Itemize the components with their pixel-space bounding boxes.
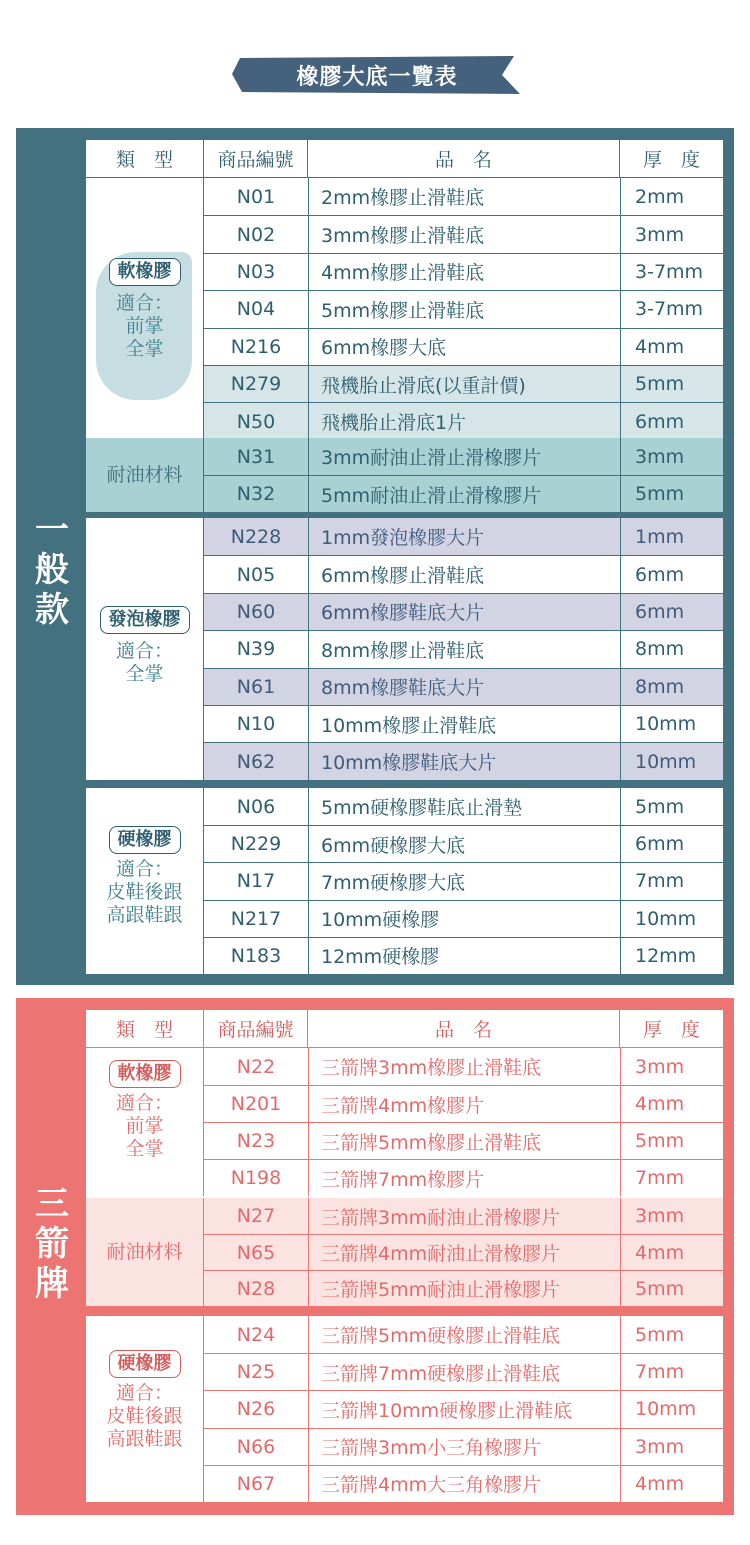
product-name: 三箭牌7mm橡膠片 <box>308 1160 620 1196</box>
product-name: 6mm橡膠鞋底大片 <box>308 594 620 630</box>
table-row <box>203 1198 723 1234</box>
table-block-soft-oil <box>86 1010 723 1306</box>
group-label: 耐油材料 <box>106 1240 183 1263</box>
product-thickness: 10mm <box>620 1391 724 1427</box>
product-thickness: 3-7mm <box>620 254 724 290</box>
group-hard-rubber <box>86 1316 203 1502</box>
product-code: N279 <box>230 373 282 396</box>
product-name: 5mm橡膠止滑鞋底 <box>308 291 620 327</box>
group-label: 發泡橡膠 <box>100 606 190 634</box>
table-header <box>86 140 723 178</box>
product-name: 8mm橡膠止滑鞋底 <box>308 631 620 667</box>
product-thickness: 6mm <box>620 826 724 862</box>
side-char-1: 三 <box>35 1184 69 1224</box>
product-code: N23 <box>236 1130 276 1152</box>
table-row <box>203 705 723 742</box>
product-name: 10mm橡膠鞋底大片 <box>308 743 620 779</box>
suit-line: 前掌 <box>125 1115 164 1137</box>
group-suit <box>106 1382 182 1451</box>
product-code: N228 <box>230 525 282 548</box>
product-thickness: 5mm <box>620 1316 724 1353</box>
product-thickness: 10mm <box>620 743 724 779</box>
product-thickness: 4mm <box>620 329 724 365</box>
product-name: 三箭牌4mm耐油止滑橡膠片 <box>308 1235 620 1270</box>
table-row <box>203 1390 723 1427</box>
table-row <box>203 900 723 937</box>
product-code: N50 <box>236 410 276 433</box>
product-code: N22 <box>236 1055 276 1078</box>
group-label: 軟橡膠 <box>109 1060 181 1088</box>
product-code: N32 <box>236 483 276 505</box>
section-general <box>16 128 734 985</box>
suit-line: 適合： <box>115 858 173 880</box>
product-name: 7mm硬橡膠大底 <box>308 863 620 899</box>
product-thickness: 3mm <box>620 216 724 252</box>
group-label: 耐油材料 <box>106 463 183 486</box>
table-row <box>203 1465 723 1502</box>
table-row <box>203 365 723 402</box>
product-thickness: 5mm <box>620 366 724 402</box>
group-soft-rubber <box>86 1048 203 1196</box>
header-code: 商品編號 <box>203 140 307 177</box>
product-name: 4mm橡膠止滑鞋底 <box>308 254 620 290</box>
header-thickness: 厚 度 <box>619 1010 723 1047</box>
product-thickness: 5mm <box>620 788 724 825</box>
product-thickness: 3mm <box>620 1198 724 1234</box>
product-code: N67 <box>236 1472 276 1495</box>
product-thickness: 1mm <box>620 518 724 555</box>
table-block-soft-oil <box>86 140 723 512</box>
group-soft-pill-wrap <box>109 1060 181 1088</box>
product-name: 8mm橡膠鞋底大片 <box>308 669 620 705</box>
table-row <box>203 788 723 825</box>
product-name: 6mm硬橡膠大底 <box>308 826 620 862</box>
table-row <box>203 1234 723 1270</box>
group-hard-rubber <box>86 788 203 974</box>
header-type: 類 型 <box>115 1019 173 1041</box>
product-code: N60 <box>236 600 276 623</box>
table-row <box>203 630 723 667</box>
product-thickness: 8mm <box>620 631 724 667</box>
suit-line: 適合： <box>115 1092 173 1114</box>
side-char-1: 一 <box>35 510 69 550</box>
product-name: 三箭牌5mm橡膠止滑鞋底 <box>308 1123 620 1159</box>
product-code: N183 <box>230 944 282 967</box>
table-row <box>203 1316 723 1353</box>
product-name: 三箭牌5mm硬橡膠止滑鞋底 <box>308 1316 620 1353</box>
product-code: N65 <box>236 1241 276 1264</box>
section-three-arrows-label <box>16 1184 88 1304</box>
product-name: 10mm橡膠止滑鞋底 <box>308 706 620 742</box>
product-thickness: 5mm <box>620 1123 724 1159</box>
product-name: 2mm橡膠止滑鞋底 <box>308 178 620 215</box>
product-code: N217 <box>230 907 282 930</box>
product-thickness: 5mm <box>620 1271 724 1306</box>
product-name: 1mm發泡橡膠大片 <box>308 518 620 555</box>
suit-line: 全掌 <box>125 663 164 685</box>
product-code: N03 <box>236 260 276 283</box>
product-code: N06 <box>236 795 276 818</box>
group-hard-pill-wrap <box>109 1350 181 1378</box>
product-thickness: 6mm <box>620 403 724 439</box>
section-general-label <box>16 510 88 630</box>
product-name: 5mm硬橡膠鞋底止滑墊 <box>308 788 620 825</box>
table-row <box>203 1428 723 1465</box>
product-thickness: 4mm <box>620 1086 724 1122</box>
suit-line: 適合： <box>115 1382 173 1404</box>
product-thickness: 2mm <box>620 178 724 215</box>
group-oil-resistant <box>86 1198 203 1306</box>
table-block-hard <box>86 788 723 974</box>
table-header <box>86 1010 723 1048</box>
group-label: 硬橡膠 <box>109 826 181 854</box>
table-row <box>203 593 723 630</box>
product-name: 6mm橡膠止滑鞋底 <box>308 556 620 592</box>
product-name: 三箭牌4mm橡膠片 <box>308 1086 620 1122</box>
product-thickness: 3mm <box>620 1429 724 1465</box>
product-thickness: 6mm <box>620 556 724 592</box>
group-suit <box>116 292 173 361</box>
header-code: 商品編號 <box>203 1010 307 1047</box>
product-name: 5mm耐油止滑止滑橡膠片 <box>308 476 620 512</box>
product-thickness: 4mm <box>620 1235 724 1270</box>
group-soft-pill-wrap <box>109 258 181 286</box>
group-label: 硬橡膠 <box>109 1350 181 1378</box>
product-name: 3mm橡膠止滑鞋底 <box>308 216 620 252</box>
table-row <box>203 1122 723 1159</box>
product-code: N39 <box>236 638 276 661</box>
product-name: 三箭牌5mm耐油止滑橡膠片 <box>308 1271 620 1306</box>
product-code: N28 <box>236 1277 276 1300</box>
table-row <box>203 328 723 365</box>
table-row <box>203 518 723 555</box>
table-row <box>203 825 723 862</box>
group-suit <box>116 640 173 686</box>
side-char-3: 牌 <box>35 1264 69 1304</box>
header-name: 品 名 <box>307 140 619 177</box>
product-code: N01 <box>236 185 276 208</box>
product-thickness: 10mm <box>620 706 724 742</box>
product-name: 三箭牌3mm橡膠止滑鞋底 <box>308 1048 620 1085</box>
table-row <box>203 862 723 899</box>
product-thickness: 4mm <box>620 1466 724 1502</box>
suit-line: 高跟鞋跟 <box>106 904 183 926</box>
suit-line: 前掌 <box>125 315 164 337</box>
table-row <box>203 1159 723 1196</box>
table-row <box>203 290 723 327</box>
product-code: N198 <box>230 1167 282 1189</box>
product-name: 12mm硬橡膠 <box>308 938 620 974</box>
table-row <box>203 668 723 705</box>
product-code: N201 <box>230 1093 282 1115</box>
product-thickness: 12mm <box>620 938 724 974</box>
group-label: 軟橡膠 <box>109 258 181 286</box>
product-code: N26 <box>236 1398 276 1421</box>
product-code: N229 <box>230 833 282 856</box>
group-foam-rubber <box>86 518 203 780</box>
side-char-3: 款 <box>35 590 69 630</box>
header-thickness: 厚 度 <box>619 140 723 177</box>
title-banner <box>232 52 522 98</box>
group-suit <box>106 858 182 927</box>
product-code: N216 <box>230 335 282 358</box>
product-code: N31 <box>236 445 276 468</box>
table-row <box>203 402 723 439</box>
product-thickness: 7mm <box>620 1160 724 1196</box>
product-thickness: 5mm <box>620 476 724 512</box>
product-name: 三箭牌4mm大三角橡膠片 <box>308 1466 620 1502</box>
table-row <box>203 937 723 974</box>
table-row <box>203 475 723 512</box>
product-code: N27 <box>236 1205 276 1227</box>
suit-line: 全掌 <box>125 338 164 360</box>
table-block-hard <box>86 1316 723 1502</box>
product-thickness: 7mm <box>620 863 724 899</box>
suit-line: 皮鞋後跟 <box>106 1405 183 1427</box>
product-name: 三箭牌7mm硬橡膠止滑鞋底 <box>308 1354 620 1390</box>
product-code: N61 <box>236 675 276 698</box>
side-char-2: 般 <box>35 550 69 590</box>
product-code: N17 <box>236 870 276 893</box>
product-name: 10mm硬橡膠 <box>308 901 620 937</box>
product-thickness: 3mm <box>620 1048 724 1085</box>
table-block-foam <box>86 518 723 780</box>
product-code: N05 <box>236 563 276 586</box>
table-row <box>203 438 723 475</box>
product-name: 三箭牌3mm小三角橡膠片 <box>308 1429 620 1465</box>
header-name: 品 名 <box>307 1010 619 1047</box>
product-name: 3mm耐油止滑止滑橡膠片 <box>308 438 620 475</box>
product-thickness: 3-7mm <box>620 291 724 327</box>
product-thickness: 3mm <box>620 438 724 475</box>
product-name: 飛機胎止滑底1片 <box>308 403 620 439</box>
group-hard-pill-wrap <box>109 826 181 854</box>
table-row <box>203 742 723 779</box>
table-row <box>203 178 723 215</box>
suit-line: 皮鞋後跟 <box>106 881 183 903</box>
suit-line: 高跟鞋跟 <box>106 1428 183 1450</box>
product-thickness: 8mm <box>620 669 724 705</box>
table-row <box>203 253 723 290</box>
product-thickness: 10mm <box>620 901 724 937</box>
suit-line: 適合： <box>115 292 173 314</box>
table-row <box>203 1085 723 1122</box>
product-code: N10 <box>236 713 276 736</box>
group-suit <box>116 1092 173 1161</box>
product-code: N24 <box>236 1323 276 1346</box>
suit-line: 適合： <box>115 640 173 662</box>
table-row <box>203 215 723 252</box>
product-name: 三箭牌3mm耐油止滑橡膠片 <box>308 1198 620 1234</box>
section-three-arrows <box>16 998 734 1515</box>
product-name: 飛機胎止滑底(以重計價) <box>308 366 620 402</box>
group-foam-pill-wrap <box>100 606 190 634</box>
page-title: 橡膠大底一覽表 <box>296 64 458 90</box>
product-code: N25 <box>236 1361 276 1384</box>
product-code: N02 <box>236 223 276 246</box>
product-code: N62 <box>236 750 276 773</box>
product-name: 三箭牌10mm硬橡膠止滑鞋底 <box>308 1391 620 1427</box>
group-soft-rubber <box>86 178 203 436</box>
product-thickness: 7mm <box>620 1354 724 1390</box>
suit-line: 全掌 <box>125 1138 164 1160</box>
product-code: N66 <box>236 1435 276 1458</box>
table-row <box>203 555 723 592</box>
table-row <box>203 1048 723 1085</box>
header-type: 類 型 <box>115 149 173 171</box>
table-row <box>203 1353 723 1390</box>
product-code: N04 <box>236 298 276 321</box>
group-oil-resistant <box>86 438 203 512</box>
table-row <box>203 1270 723 1306</box>
product-name: 6mm橡膠大底 <box>308 329 620 365</box>
product-thickness: 6mm <box>620 594 724 630</box>
side-char-2: 箭 <box>35 1224 69 1264</box>
